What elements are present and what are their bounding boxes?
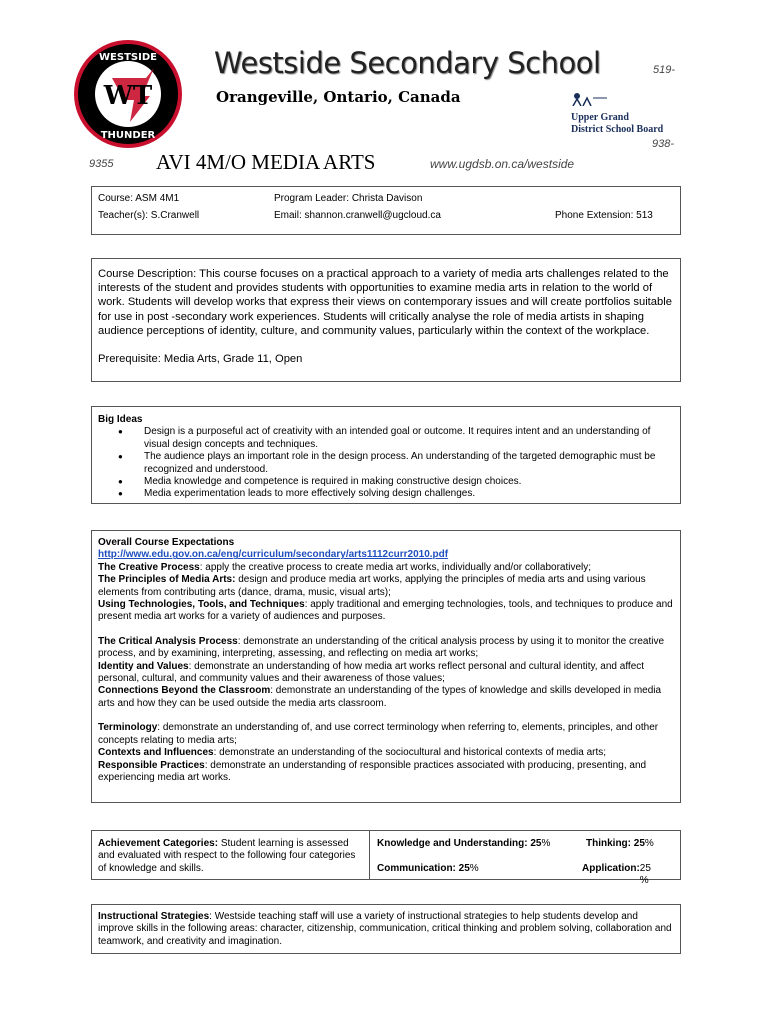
- big-idea-item: ● Media knowledge and competence is required in making constructive design choices.: [116, 476, 674, 488]
- achievement-description: Achievement Categories: Student learning is assessed and evaluated with respect to the following four categories of knowledge and skills.: [92, 831, 370, 879]
- phone-part-b: 938-: [652, 138, 675, 150]
- board-emblem-icon: [571, 92, 607, 106]
- program-leader: Program Leader: Christa Davison: [274, 193, 423, 204]
- communication-weight: Communication: 25 %: [377, 863, 479, 874]
- phone-extension: Phone Extension: 513: [555, 210, 653, 221]
- course-description: Course Description: This course focuses on a practical approach to a variety of media arts challenges related to the interests of the student and provides students with opportunities to examine media arts in relation to the world of work. Students will develop works that express their views on contemporary issues and will create portfolios suitable for use in post -secondary work experiences. Students will critically analyse the role of media artists in shaping audience perceptions of identity, culture, and community values, particularly within the context of the workplace.: [98, 268, 672, 337]
- school-logo: [72, 38, 184, 150]
- big-ideas-box: [91, 406, 681, 504]
- teacher-email[interactable]: Email: shannon.cranwell@ugcloud.ca: [274, 210, 441, 221]
- application-weight: Application: 25 %: [582, 863, 651, 887]
- board-name-line1: Upper Grand: [571, 112, 629, 123]
- knowledge-weight: Knowledge and Understanding: 25 %: [377, 838, 551, 849]
- school-name: Westside Secondary School: [214, 46, 601, 80]
- big-ideas-title: Big Ideas: [98, 414, 143, 425]
- curriculum-link[interactable]: http://www.edu.gov.on.ca/eng/curriculum/secondary/arts1112curr2010.pdf: [98, 549, 449, 561]
- expectation-item: Contexts and Influences: demonstrate an understanding of the sociocultural and historical contexts of media arts;: [98, 747, 607, 759]
- expectation-item: Using Technologies, Tools, and Techniques: apply traditional and emerging technologies, tools, and techniques to produce and present media art works for a variety of audiences and purposes.: [98, 599, 673, 623]
- expectation-item: Connections Beyond the Classroom: demonstrate an understanding of the types of knowledge and skills developed in media arts and how they can be used outside the media arts classroom.: [98, 685, 662, 709]
- thinking-weight: Thinking: 25 %: [586, 838, 654, 849]
- course-description-box: [91, 258, 681, 382]
- logo-text-bottom: THUNDER: [100, 130, 156, 141]
- school-website[interactable]: www.ugdsb.on.ca/westside: [430, 157, 575, 171]
- big-idea-item: ● Design is a purposeful act of creativity with an intended goal or outcome. It requires intent and an understanding of visual design concepts and techniques.: [116, 426, 674, 451]
- expectations-title: Overall Course Expectations: [98, 537, 235, 548]
- course-code: Course: ASM 4M1: [98, 193, 180, 204]
- school-location: Orangeville, Ontario, Canada: [216, 88, 461, 106]
- board-name-line2: District School Board: [571, 124, 664, 135]
- expectation-item: Responsible Practices: demonstrate an understanding of responsible practices associated with producing, presenting, and experiencing media art works.: [98, 759, 647, 783]
- expectation-item: Terminology: demonstrate an understanding of, and use correct terminology when referring to, elements, principles, and other concepts relating to media arts;: [98, 722, 659, 746]
- big-idea-item: ● The audience plays an important role in the design process. An understanding of the targeted demographic must be recognized and understood.: [116, 451, 674, 476]
- achievement-box: [91, 830, 681, 887]
- course-title: AVI 4M/O MEDIA ARTS: [156, 150, 376, 174]
- phone-part-c: 9355: [89, 158, 114, 170]
- expectation-item: The Critical Analysis Process: demonstrate an understanding of the critical analysis process by using it to monitor the creative process, and by examining, interpreting, assessing, and reflecting on media art works;: [98, 635, 665, 660]
- expectation-item: Identity and Values: demonstrate an understanding of how media art works reflect personal and cultural identity, and affect personal, cultural, and community values and their awareness of those values;: [98, 660, 645, 685]
- phone-part-a: 519-: [653, 64, 676, 76]
- expectation-item: The Principles of Media Arts: design and produce media art works, applying the principles of media arts and using various elements from contributing arts (dance, drama, music, visual arts);: [98, 574, 646, 598]
- prerequisite: Prerequisite: Media Arts, Grade 11, Open: [98, 353, 303, 366]
- instructional-strategies-box: [91, 904, 681, 954]
- big-idea-item: ● Media experimentation leads to more effectively solving design challenges.: [116, 488, 674, 500]
- course-info-box: [91, 186, 681, 235]
- expectations-box: [91, 530, 681, 803]
- logo-text-top: WESTSIDE: [99, 52, 157, 63]
- instructional-strategies: Instructional Strategies: Westside teaching staff will use a variety of instructional strategies to help students develop and improve skills in the following areas: character, citizenship, communication, critical thinking and problem solving, collaboration and teamwork, and creativity and imagination.: [98, 911, 672, 947]
- logo-initials: WT: [103, 81, 153, 111]
- expectation-item: The Creative Process: apply the creative process to create media art works, individually and/or collaboratively;: [98, 561, 592, 573]
- board-logo: [571, 92, 691, 135]
- teacher-name: Teacher(s): S.Cranwell: [98, 210, 200, 221]
